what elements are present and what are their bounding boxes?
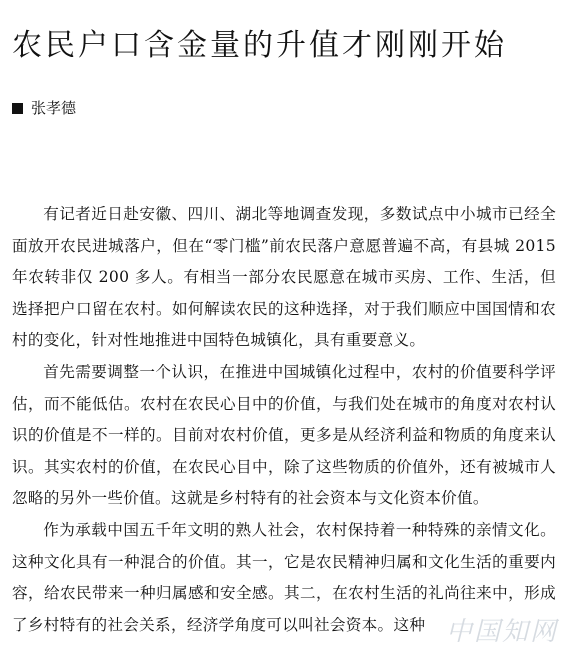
paragraph-1: 有记者近日赴安徽、四川、湖北等地调查发现，多数试点中小城市已经全面放开农民进城落户，但在“零门槛”前农民落户意愿普遍不高，有县城 2015 年农转非仅 200 多人。有相当一部分农民愿意在城市买房、工作、生活，但选择把户口留在农村。如何解读农民的这种选择，对于我们顺应中国国情和农村的变化，针对性地推进中国特色城镇化，具有重要意义。 bbox=[12, 205, 556, 350]
byline bbox=[12, 98, 76, 118]
paragraph-3: 作为承载中国五千年文明的熟人社会，农村保持着一种特殊的亲情文化。这种文化具有一种混合的价值。其一，它是农民精神归属和文化生活的重要内容，给农民带来一种归属感和安全感。其二，在农村生活的礼尚往来中，形成了乡村特有的社会关系，经济学角度可以叫社会资本。这种 bbox=[12, 520, 556, 634]
author-name: 张孝德 bbox=[31, 99, 77, 117]
square-bullet-icon bbox=[12, 103, 23, 114]
article-body bbox=[12, 199, 556, 641]
paragraph-2: 首先需要调整一个认识，在推进中国城镇化过程中，农村的价值要科学评估，而不能低估。农村在农民心目中的价值，与我们处在城市的角度对农村认识的价值是不一样的。目前对农村价值，更多是从经济利益和物质的角度来认识。其实农村的价值，在农民心目中，除了这些物质的价值外，还有被城市人忽略的另外一些价值。这就是乡村特有的社会资本与文化资本价值。 bbox=[12, 362, 556, 508]
watermark-logo: 中国知网 bbox=[445, 617, 558, 647]
article-title: 农民户口含金量的升值才刚刚开始 bbox=[12, 28, 507, 64]
